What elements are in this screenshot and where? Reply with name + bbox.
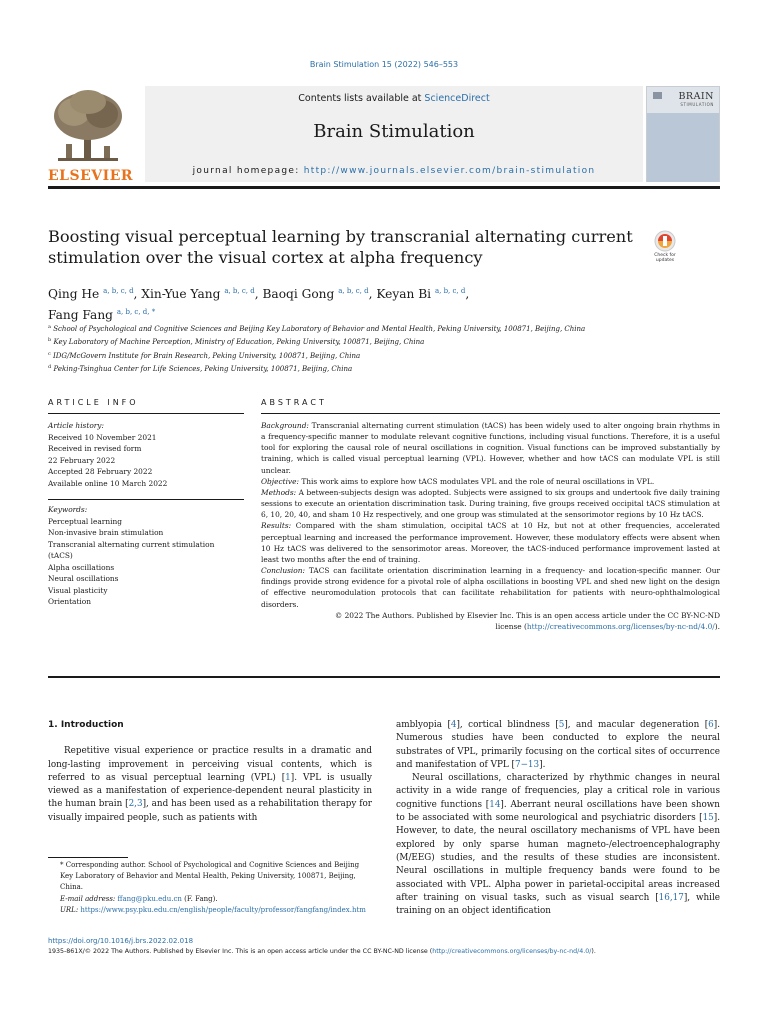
cover-title: BRAIN — [678, 91, 714, 102]
reference-link[interactable]: 2,3 — [128, 799, 143, 810]
paragraph-text: ], and has been used as a rehabilitation therapy for visually impaired people, such as patients with — [48, 799, 372, 823]
check-for-updates-button[interactable] — [648, 230, 682, 270]
keyword-item: Orientation — [48, 597, 92, 606]
abstract-objective — [261, 476, 720, 487]
abstract-background — [261, 420, 720, 476]
journal-title: Brain Stimulation — [313, 121, 475, 142]
abstract-methods — [261, 487, 720, 520]
author-separator: , — [368, 287, 377, 301]
abstract-section-label: Conclusion: — [261, 566, 305, 576]
abstract-section-label: Results: — [261, 521, 292, 531]
email-suffix: (F. Fang). — [181, 894, 218, 903]
elsevier-tree-icon — [48, 86, 128, 166]
history-item: 22 February 2022 — [48, 455, 116, 465]
copyright-line-2-prefix: license ( — [495, 621, 527, 631]
reference-link[interactable]: 4 — [450, 720, 457, 730]
abstract-body — [261, 420, 720, 632]
keyword-item: Neural oscillations — [48, 574, 119, 583]
affiliation-key: d — [48, 363, 52, 370]
history-item: Accepted 28 February 2022 — [48, 467, 153, 476]
reference-link[interactable]: 1 — [285, 772, 291, 783]
journal-citation[interactable]: Brain Stimulation 15 (2022) 546–553 — [309, 60, 459, 69]
body-right-column — [396, 719, 720, 918]
copyright-line-2-suffix: ). — [714, 621, 720, 631]
license-link[interactable]: http://creativecommons.org/licenses/by-nc-nd/4.0/ — [526, 621, 715, 631]
affiliation-text: IDG/McGovern Institute for Brain Research, Peking University, 100871, Beijing, China — [53, 351, 361, 360]
homepage-url-link[interactable]: https://www.psy.pku.edu.cn/english/people/faculty/professor/fangfang/index.htm — [80, 905, 366, 914]
reference-link[interactable]: 14 — [489, 799, 501, 810]
history-item: Received 10 November 2021 — [48, 432, 157, 442]
paragraph-text: ]. — [539, 759, 546, 770]
author-affiliation-marks[interactable]: a, b, c, d — [224, 287, 255, 295]
reference-link[interactable]: 7−13 — [514, 759, 540, 770]
title-line-1: Boosting visual perceptual learning by transcranial alternating current — [48, 227, 633, 246]
reference-link[interactable]: 16,17 — [658, 892, 684, 903]
paragraph-text: ]. VPL is usually viewed as a manifestation of experience-dependent neural plasticity in the human brain [ — [48, 772, 372, 810]
footer-license-link[interactable]: http://creativecommons.org/licenses/by-nc-nd/4.0/ — [432, 948, 592, 955]
abstract-copyright — [261, 610, 720, 632]
article-info-heading: ARTICLE INFO — [48, 398, 139, 407]
cover-subtitle: STIMULATION — [680, 102, 714, 107]
copyright-line-1: © 2022 The Authors. Published by Elsevier Inc. This is an open access article under the CC BY-NC-ND — [334, 610, 720, 620]
crossmark-label — [648, 253, 682, 263]
reference-link[interactable]: 5 — [558, 720, 565, 730]
paragraph-text: ]. Aberrant neural oscillations have been shown to be associated with some neurological and psychiatric disorders [ — [396, 799, 720, 824]
keyword-item: Alpha oscillations — [48, 562, 115, 572]
paragraph-text: Neural oscillations, characterized by rhythmic changes in neural activity in a wide range of frequencies, play a critical role in various cognitive functions [ — [396, 773, 720, 810]
article-history-label: Article history: — [48, 421, 104, 430]
affiliation-item — [48, 335, 720, 348]
abstract-section-label: Objective: — [261, 476, 299, 486]
affiliation-text: School of Psychological and Cognitive Sciences and Beijing Key Laboratory of Behavior and Mental Health, Peking University, 100871, Beijing, China — [53, 325, 586, 333]
issn-suffix: ). — [591, 948, 596, 955]
author-name[interactable]: Xin-Yue Yang — [141, 287, 221, 301]
crossmark-icon — [648, 230, 682, 252]
reference-link[interactable]: 15 — [702, 813, 714, 824]
affiliation-key: b — [48, 337, 52, 344]
homepage-label: journal homepage: — [192, 166, 304, 176]
article-title — [48, 226, 638, 268]
keyword-item: Transcranial alternating current stimulation — [48, 539, 215, 549]
article-info-rule — [48, 413, 244, 414]
author-name[interactable]: Fang Fang — [48, 308, 113, 322]
front-matter-rule — [48, 676, 720, 678]
abstract-section-text: TACS can facilitate orientation discrimination learning in a frequency- and location-specific manner. Our findings provide strong evidence for a pivotal role of alpha oscillations in boosting VPL and shed new light on the design of effective neuromodulation protocols that can facilitate rehabilitation for patients with neuro-ophthalmological disorders. — [261, 566, 720, 609]
email-link[interactable]: ffang@pku.edu.cn — [117, 894, 182, 903]
paragraph-text: ], cortical blindness [ — [456, 720, 559, 730]
abstract-section-text: A between-subjects design was adopted. Subjects were assigned to six groups and undertook five daily training sessions to execute an orientation discrimination task. During training, five groups received occipital tACS stimulation at 6, 10, 20, 40, and sham 10 Hz respectively, and one group was stimulated at the sensorimotor regions by 10 Hz tACS. — [261, 487, 720, 520]
affiliation-list — [48, 322, 720, 375]
author-separator: , — [465, 287, 470, 301]
corresponding-author-note: * Corresponding author. School of Psychological and Cognitive Sciences and Beijing Key Laboratory of Behavior and Mental Health, Peking University, 100871, Beijing, China. — [60, 861, 360, 892]
paragraph-text: ]. Numerous studies have been conducted to explore the neural substrates of VPL, primarily focusing on the cortical sites of occurrence and manifestation of VPL [ — [396, 720, 721, 770]
keyword-item: Perceptual learning — [48, 516, 122, 526]
keyword-item: (tACS) — [48, 551, 73, 560]
author-name[interactable]: Qing He — [48, 287, 100, 301]
abstract-conclusion — [261, 565, 720, 610]
doi-link[interactable]: https://doi.org/10.1016/j.brs.2022.02.018 — [48, 937, 194, 945]
paragraph-text: ], while training on an object identification — [396, 892, 720, 917]
author-affiliation-marks[interactable]: a, b, c, d — [434, 287, 466, 295]
reference-link[interactable]: 6 — [708, 720, 714, 730]
affiliation-item — [48, 349, 720, 362]
elsevier-wordmark: ELSEVIER — [48, 168, 134, 184]
journal-cover-thumbnail[interactable] — [646, 86, 720, 182]
abstract-rule — [261, 413, 720, 414]
homepage-link[interactable]: http://www.journals.elsevier.com/brain-stimulation — [303, 166, 596, 176]
url-label: URL: — [60, 905, 79, 914]
paragraph-text: amblyopia [ — [396, 720, 451, 730]
affiliation-key: c — [48, 350, 51, 357]
masthead-panel — [145, 86, 643, 182]
affiliation-item — [48, 322, 720, 335]
article-history — [48, 420, 244, 489]
contents-available-line — [145, 93, 643, 104]
affiliation-text: Key Laboratory of Machine Perception, Ministry of Education, Peking University, 100871, Beijing, China — [53, 338, 425, 347]
author-name[interactable]: Keyan Bi — [376, 287, 432, 301]
abstract-section-text: This work aims to explore how tACS modulates VPL and the role of neural oscillations in VPL. — [298, 476, 655, 486]
paragraph-text: ], and macular degeneration [ — [564, 720, 709, 730]
body-paragraph — [48, 745, 372, 825]
issn-text: 1935-861X/© 2022 The Authors. Published by Elsevier Inc. This is an open access article under the CC BY-NC-ND license ( — [48, 948, 433, 955]
elsevier-logo[interactable] — [48, 86, 134, 186]
affiliation-item — [48, 362, 720, 375]
journal-masthead — [48, 86, 720, 188]
section-heading-introduction: 1. Introduction — [48, 720, 124, 730]
author-list — [48, 282, 608, 324]
title-line-2: stimulation over the visual cortex at alpha frequency — [48, 248, 483, 267]
footnote-rule — [48, 857, 128, 858]
abstract-section-label: Background: — [261, 421, 309, 430]
author-affiliation-marks[interactable]: a, b, c, d, * — [116, 308, 156, 316]
author-separator: , — [133, 287, 142, 301]
paragraph-text: ]. However, to date, the neural oscillatory mechanisms of VPL have been explored by only sparse human magneto-/electroencephalography (M/EEG) studies, and the results of these studies are inconsistent. Neural oscillations in multiple frequency bands were found to be associated with VPL. Alpha power in parietal-occipital areas increased after training on visual tasks, such as visual search [ — [396, 813, 720, 903]
paragraph-text: Repetitive visual experience or practice results in a dramatic and long-lasting improvement in perceiving visual contents, which is referred to as visual perceptual learning (VPL) [ — [48, 746, 372, 783]
keywords-rule — [48, 499, 244, 500]
footnotes — [48, 860, 372, 916]
email-note — [48, 894, 372, 905]
body-left-column — [48, 719, 372, 825]
author-name[interactable]: Baoqi Gong — [262, 287, 335, 301]
keyword-item: Visual plasticity — [48, 585, 108, 595]
contents-prefix: Contents lists available at — [298, 93, 425, 104]
author-affiliation-marks[interactable]: a, b, c, d — [103, 287, 134, 295]
cover-image — [647, 113, 719, 182]
body-paragraph — [396, 772, 720, 918]
sciencedirect-link[interactable]: ScienceDirect — [424, 93, 490, 104]
abstract-section-label: Methods: — [261, 487, 297, 497]
abstract-section-text: Compared with the sham stimulation, occipital tACS at 10 Hz, but not at other frequencies, accelerated perceptual learning and increased the performance improvement. However, these modulatory effects were absent when 10 Hz tACS was delivered to the sensorimotor areas. Moreover, the tACS-induced performance improvement lasted at least two months after the end of training. — [261, 521, 720, 564]
masthead-rule — [48, 186, 720, 189]
affiliation-text: Peking-Tsinghua Center for Life Sciences, Peking University, 100871, Beijing, China — [53, 364, 353, 373]
body-paragraph — [396, 719, 720, 772]
affiliation-key: a — [48, 324, 51, 330]
history-item: Available online 10 March 2022 — [48, 478, 168, 488]
crossmark-label-line-2: updates — [655, 258, 675, 263]
cover-logo-icon — [653, 92, 662, 99]
abstract-section-text: Transcranial alternating current stimulation (tACS) has been widely used to alter ongoing brain rhythms in a frequency-specific manner to modulate relevant cognitive functions, including visual functions. Therefore, it is a useful tool for exploring the causal role of neural oscillations in cognition. Visual functions can be improved substantially by training, which is called visual perceptual learning (VPL). However, whether and how tACS can modulate VPL is still unclear. — [261, 421, 720, 475]
author-affiliation-marks[interactable]: a, b, c, d — [338, 287, 369, 295]
crossmark-label-line-1: Check for — [654, 253, 676, 258]
url-note — [48, 905, 372, 916]
author-separator: , — [254, 287, 263, 301]
keyword-item: Non-invasive brain stimulation — [48, 528, 164, 537]
history-item: Received in revised form — [48, 444, 142, 453]
keywords-label: Keywords: — [48, 505, 88, 514]
email-label: E-mail address: — [60, 894, 118, 903]
abstract-results — [261, 520, 720, 565]
keywords — [48, 504, 244, 608]
journal-homepage-line — [145, 166, 643, 176]
abstract-heading: ABSTRACT — [261, 398, 327, 407]
issn-license-line — [48, 948, 720, 955]
